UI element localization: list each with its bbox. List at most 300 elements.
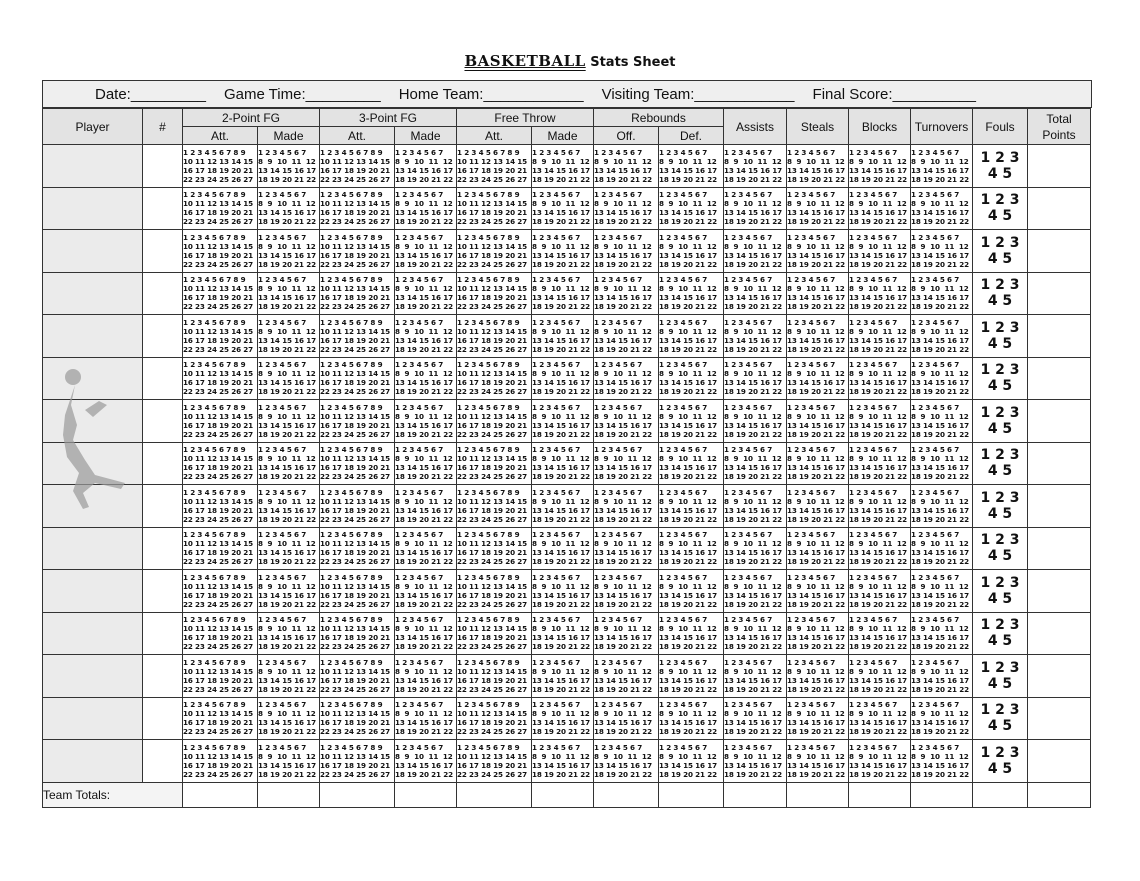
fouls-tally[interactable]: 1 2 3 4 5 — [973, 272, 1028, 315]
total-points-cell[interactable] — [1028, 485, 1091, 528]
rebounds-off-tally[interactable]: 1 2 3 4 5 6 7 8 9 10 11 12 13 14 15 16 17 18 19 20 21 22 — [594, 612, 659, 655]
steals-tally[interactable]: 1 2 3 4 5 6 7 8 9 10 11 12 13 14 15 16 17 18 19 20 21 22 — [787, 357, 849, 400]
player-name-cell[interactable] — [43, 612, 143, 655]
three-point-att-tally[interactable]: 1 2 3 4 5 6 7 8 9 10 11 12 13 14 15 16 17 18 19 20 21 22 23 24 25 26 27 — [320, 485, 395, 528]
two-point-made-tally[interactable]: 1 2 3 4 5 6 7 8 9 10 11 12 13 14 15 16 17 18 19 20 21 22 — [258, 612, 320, 655]
free-throw-att-header: Att. — [457, 127, 532, 145]
assists-tally[interactable]: 1 2 3 4 5 6 7 8 9 10 11 12 13 14 15 16 17 18 19 20 21 22 — [724, 655, 787, 698]
free-throw-att-tally[interactable]: 1 2 3 4 5 6 7 8 9 10 11 12 13 14 15 16 17 18 19 20 21 22 23 24 25 26 27 — [457, 400, 532, 443]
blocks-tally[interactable]: 1 2 3 4 5 6 7 8 9 10 11 12 13 14 15 16 17 18 19 20 21 22 — [849, 315, 911, 358]
two-point-header: 2-Point FG — [183, 109, 320, 127]
fouls-tally[interactable]: 1 2 3 4 5 — [973, 187, 1028, 230]
free-throw-att-tally[interactable]: 1 2 3 4 5 6 7 8 9 10 11 12 13 14 15 16 17 18 19 20 21 22 23 24 25 26 27 — [457, 272, 532, 315]
player-number-cell[interactable] — [143, 315, 183, 358]
game-time-field[interactable]: Game Time:_________ — [223, 85, 381, 103]
title-stats-sheet: Stats Sheet — [590, 55, 676, 70]
three-point-made-tally[interactable]: 1 2 3 4 5 6 7 8 9 10 11 12 13 14 15 16 17 18 19 20 21 22 — [395, 485, 457, 528]
assists-tally[interactable]: 1 2 3 4 5 6 7 8 9 10 11 12 13 14 15 16 17 18 19 20 21 22 — [724, 357, 787, 400]
player-number-cell[interactable] — [143, 570, 183, 613]
blocks-tally[interactable]: 1 2 3 4 5 6 7 8 9 10 11 12 13 14 15 16 17 18 19 20 21 22 — [849, 230, 911, 273]
steals-tally[interactable]: 1 2 3 4 5 6 7 8 9 10 11 12 13 14 15 16 17 18 19 20 21 22 — [787, 527, 849, 570]
turnovers-tally[interactable]: 1 2 3 4 5 6 7 8 9 10 11 12 13 14 15 16 17 18 19 20 21 22 — [911, 527, 973, 570]
total-points-header: Total Points — [1028, 109, 1091, 145]
visiting-team-field[interactable]: Visiting Team:____________ — [601, 85, 795, 103]
rebounds-def-tally[interactable]: 1 2 3 4 5 6 7 8 9 10 11 12 13 14 15 16 17 18 19 20 21 22 — [659, 442, 724, 485]
blocks-tally[interactable]: 1 2 3 4 5 6 7 8 9 10 11 12 13 14 15 16 17 18 19 20 21 22 — [849, 570, 911, 613]
rebounds-off-tally[interactable]: 1 2 3 4 5 6 7 8 9 10 11 12 13 14 15 16 17 18 19 20 21 22 — [594, 272, 659, 315]
game-info-bar — [42, 80, 1092, 108]
player-row — [43, 697, 1091, 740]
turnovers-tally[interactable]: 1 2 3 4 5 6 7 8 9 10 11 12 13 14 15 16 17 18 19 20 21 22 — [911, 697, 973, 740]
player-number-cell[interactable] — [143, 740, 183, 783]
two-point-made-tally[interactable]: 1 2 3 4 5 6 7 8 9 10 11 12 13 14 15 16 17 18 19 20 21 22 — [258, 570, 320, 613]
three-point-att-tally[interactable]: 1 2 3 4 5 6 7 8 9 10 11 12 13 14 15 16 17 18 19 20 21 22 23 24 25 26 27 — [320, 527, 395, 570]
totals-cell[interactable] — [787, 782, 849, 807]
turnovers-tally[interactable]: 1 2 3 4 5 6 7 8 9 10 11 12 13 14 15 16 17 18 19 20 21 22 — [911, 442, 973, 485]
rebounds-def-tally[interactable]: 1 2 3 4 5 6 7 8 9 10 11 12 13 14 15 16 17 18 19 20 21 22 — [659, 612, 724, 655]
total-points-cell[interactable] — [1028, 400, 1091, 443]
two-point-att-tally[interactable]: 1 2 3 4 5 6 7 8 9 10 11 12 13 14 15 16 17 18 19 20 21 22 23 24 25 26 27 — [183, 740, 258, 783]
total-points-cell[interactable] — [1028, 145, 1091, 188]
three-point-att-tally[interactable]: 1 2 3 4 5 6 7 8 9 10 11 12 13 14 15 16 17 18 19 20 21 22 23 24 25 26 27 — [320, 740, 395, 783]
three-point-att-tally[interactable]: 1 2 3 4 5 6 7 8 9 10 11 12 13 14 15 16 17 18 19 20 21 22 23 24 25 26 27 — [320, 442, 395, 485]
assists-tally[interactable]: 1 2 3 4 5 6 7 8 9 10 11 12 13 14 15 16 17 18 19 20 21 22 — [724, 612, 787, 655]
rebounds-def-tally[interactable]: 1 2 3 4 5 6 7 8 9 10 11 12 13 14 15 16 17 18 19 20 21 22 — [659, 187, 724, 230]
steals-header: Steals — [787, 109, 849, 145]
player-name-cell[interactable] — [43, 400, 143, 443]
turnovers-tally[interactable]: 1 2 3 4 5 6 7 8 9 10 11 12 13 14 15 16 17 18 19 20 21 22 — [911, 315, 973, 358]
two-point-att-tally[interactable]: 1 2 3 4 5 6 7 8 9 10 11 12 13 14 15 16 17 18 19 20 21 22 23 24 25 26 27 — [183, 230, 258, 273]
two-point-att-tally[interactable]: 1 2 3 4 5 6 7 8 9 10 11 12 13 14 15 16 17 18 19 20 21 22 23 24 25 26 27 — [183, 697, 258, 740]
two-point-made-tally[interactable]: 1 2 3 4 5 6 7 8 9 10 11 12 13 14 15 16 17 18 19 20 21 22 — [258, 145, 320, 188]
player-row — [43, 612, 1091, 655]
player-row — [43, 570, 1091, 613]
turnovers-tally[interactable]: 1 2 3 4 5 6 7 8 9 10 11 12 13 14 15 16 17 18 19 20 21 22 — [911, 655, 973, 698]
three-point-made-tally[interactable]: 1 2 3 4 5 6 7 8 9 10 11 12 13 14 15 16 17 18 19 20 21 22 — [395, 145, 457, 188]
player-name-cell[interactable] — [43, 187, 143, 230]
two-point-made-tally[interactable]: 1 2 3 4 5 6 7 8 9 10 11 12 13 14 15 16 17 18 19 20 21 22 — [258, 655, 320, 698]
player-number-cell[interactable] — [143, 272, 183, 315]
blocks-tally[interactable]: 1 2 3 4 5 6 7 8 9 10 11 12 13 14 15 16 17 18 19 20 21 22 — [849, 740, 911, 783]
two-point-made-tally[interactable]: 1 2 3 4 5 6 7 8 9 10 11 12 13 14 15 16 17 18 19 20 21 22 — [258, 315, 320, 358]
rebounds-off-tally[interactable]: 1 2 3 4 5 6 7 8 9 10 11 12 13 14 15 16 17 18 19 20 21 22 — [594, 655, 659, 698]
rebounds-off-tally[interactable]: 1 2 3 4 5 6 7 8 9 10 11 12 13 14 15 16 17 18 19 20 21 22 — [594, 187, 659, 230]
three-point-made-tally[interactable]: 1 2 3 4 5 6 7 8 9 10 11 12 13 14 15 16 17 18 19 20 21 22 — [395, 400, 457, 443]
rebounds-off-tally[interactable]: 1 2 3 4 5 6 7 8 9 10 11 12 13 14 15 16 17 18 19 20 21 22 — [594, 740, 659, 783]
fouls-tally[interactable]: 1 2 3 4 5 — [973, 442, 1028, 485]
rebounds-def-tally[interactable]: 1 2 3 4 5 6 7 8 9 10 11 12 13 14 15 16 17 18 19 20 21 22 — [659, 400, 724, 443]
steals-tally[interactable]: 1 2 3 4 5 6 7 8 9 10 11 12 13 14 15 16 17 18 19 20 21 22 — [787, 740, 849, 783]
totals-cell[interactable] — [532, 782, 594, 807]
free-throw-made-tally[interactable]: 1 2 3 4 5 6 7 8 9 10 11 12 13 14 15 16 17 18 19 20 21 22 — [532, 570, 594, 613]
two-point-att-tally[interactable]: 1 2 3 4 5 6 7 8 9 10 11 12 13 14 15 16 17 18 19 20 21 22 23 24 25 26 27 — [183, 357, 258, 400]
fouls-tally[interactable]: 1 2 3 4 5 — [973, 527, 1028, 570]
two-point-att-tally[interactable]: 1 2 3 4 5 6 7 8 9 10 11 12 13 14 15 16 17 18 19 20 21 22 23 24 25 26 27 — [183, 612, 258, 655]
totals-cell[interactable] — [724, 782, 787, 807]
free-throw-made-tally[interactable]: 1 2 3 4 5 6 7 8 9 10 11 12 13 14 15 16 17 18 19 20 21 22 — [532, 400, 594, 443]
free-throw-made-tally[interactable]: 1 2 3 4 5 6 7 8 9 10 11 12 13 14 15 16 17 18 19 20 21 22 — [532, 230, 594, 273]
rebounds-def-tally[interactable]: 1 2 3 4 5 6 7 8 9 10 11 12 13 14 15 16 17 18 19 20 21 22 — [659, 740, 724, 783]
player-row — [43, 145, 1091, 188]
blocks-tally[interactable]: 1 2 3 4 5 6 7 8 9 10 11 12 13 14 15 16 17 18 19 20 21 22 — [849, 612, 911, 655]
player-number-cell[interactable] — [143, 612, 183, 655]
two-point-att-tally[interactable]: 1 2 3 4 5 6 7 8 9 10 11 12 13 14 15 16 17 18 19 20 21 22 23 24 25 26 27 — [183, 315, 258, 358]
assists-tally[interactable]: 1 2 3 4 5 6 7 8 9 10 11 12 13 14 15 16 17 18 19 20 21 22 — [724, 400, 787, 443]
blocks-tally[interactable]: 1 2 3 4 5 6 7 8 9 10 11 12 13 14 15 16 17 18 19 20 21 22 — [849, 145, 911, 188]
player-row — [43, 187, 1091, 230]
steals-tally[interactable]: 1 2 3 4 5 6 7 8 9 10 11 12 13 14 15 16 17 18 19 20 21 22 — [787, 315, 849, 358]
player-number-cell[interactable] — [143, 400, 183, 443]
two-point-att-tally[interactable]: 1 2 3 4 5 6 7 8 9 10 11 12 13 14 15 16 17 18 19 20 21 22 23 24 25 26 27 — [183, 272, 258, 315]
steals-tally[interactable]: 1 2 3 4 5 6 7 8 9 10 11 12 13 14 15 16 17 18 19 20 21 22 — [787, 655, 849, 698]
player-number-cell[interactable] — [143, 697, 183, 740]
free-throw-made-tally[interactable]: 1 2 3 4 5 6 7 8 9 10 11 12 13 14 15 16 17 18 19 20 21 22 — [532, 315, 594, 358]
rebounds-off-tally[interactable]: 1 2 3 4 5 6 7 8 9 10 11 12 13 14 15 16 17 18 19 20 21 22 — [594, 697, 659, 740]
totals-cell[interactable] — [911, 782, 973, 807]
rebounds-off-tally[interactable]: 1 2 3 4 5 6 7 8 9 10 11 12 13 14 15 16 17 18 19 20 21 22 — [594, 527, 659, 570]
three-point-att-tally[interactable]: 1 2 3 4 5 6 7 8 9 10 11 12 13 14 15 16 17 18 19 20 21 22 23 24 25 26 27 — [320, 315, 395, 358]
total-points-cell[interactable] — [1028, 357, 1091, 400]
rebounds-header: Rebounds — [594, 109, 724, 127]
sheet-title — [0, 52, 1140, 70]
total-points-cell[interactable] — [1028, 612, 1091, 655]
totals-cell[interactable] — [183, 782, 258, 807]
free-throw-made-header: Made — [532, 127, 594, 145]
turnovers-tally[interactable]: 1 2 3 4 5 6 7 8 9 10 11 12 13 14 15 16 17 18 19 20 21 22 — [911, 145, 973, 188]
player-header: Player — [43, 109, 143, 145]
player-number-cell[interactable] — [143, 145, 183, 188]
turnovers-tally[interactable]: 1 2 3 4 5 6 7 8 9 10 11 12 13 14 15 16 17 18 19 20 21 22 — [911, 357, 973, 400]
three-point-made-tally[interactable]: 1 2 3 4 5 6 7 8 9 10 11 12 13 14 15 16 17 18 19 20 21 22 — [395, 315, 457, 358]
title-basketball: BASKETBALL — [464, 52, 586, 70]
player-name-cell[interactable] — [43, 145, 143, 188]
totals-cell[interactable] — [659, 782, 724, 807]
three-point-made-tally[interactable]: 1 2 3 4 5 6 7 8 9 10 11 12 13 14 15 16 17 18 19 20 21 22 — [395, 230, 457, 273]
player-row — [43, 315, 1091, 358]
total-points-cell[interactable] — [1028, 230, 1091, 273]
fouls-tally[interactable]: 1 2 3 4 5 — [973, 655, 1028, 698]
two-point-made-tally[interactable]: 1 2 3 4 5 6 7 8 9 10 11 12 13 14 15 16 17 18 19 20 21 22 — [258, 527, 320, 570]
free-throw-att-tally[interactable]: 1 2 3 4 5 6 7 8 9 10 11 12 13 14 15 16 17 18 19 20 21 22 23 24 25 26 27 — [457, 697, 532, 740]
fouls-tally[interactable]: 1 2 3 4 5 — [973, 570, 1028, 613]
steals-tally[interactable]: 1 2 3 4 5 6 7 8 9 10 11 12 13 14 15 16 17 18 19 20 21 22 — [787, 485, 849, 528]
three-point-att-tally[interactable]: 1 2 3 4 5 6 7 8 9 10 11 12 13 14 15 16 17 18 19 20 21 22 23 24 25 26 27 — [320, 612, 395, 655]
rebounds-def-tally[interactable]: 1 2 3 4 5 6 7 8 9 10 11 12 13 14 15 16 17 18 19 20 21 22 — [659, 697, 724, 740]
player-name-cell[interactable] — [43, 272, 143, 315]
two-point-att-header: Att. — [183, 127, 258, 145]
rebounds-off-tally[interactable]: 1 2 3 4 5 6 7 8 9 10 11 12 13 14 15 16 17 18 19 20 21 22 — [594, 357, 659, 400]
two-point-att-tally[interactable]: 1 2 3 4 5 6 7 8 9 10 11 12 13 14 15 16 17 18 19 20 21 22 23 24 25 26 27 — [183, 527, 258, 570]
two-point-made-tally[interactable]: 1 2 3 4 5 6 7 8 9 10 11 12 13 14 15 16 17 18 19 20 21 22 — [258, 400, 320, 443]
fouls-tally[interactable]: 1 2 3 4 5 — [973, 357, 1028, 400]
turnovers-tally[interactable]: 1 2 3 4 5 6 7 8 9 10 11 12 13 14 15 16 17 18 19 20 21 22 — [911, 570, 973, 613]
free-throw-made-tally[interactable]: 1 2 3 4 5 6 7 8 9 10 11 12 13 14 15 16 17 18 19 20 21 22 — [532, 655, 594, 698]
assists-tally[interactable]: 1 2 3 4 5 6 7 8 9 10 11 12 13 14 15 16 17 18 19 20 21 22 — [724, 230, 787, 273]
totals-cell[interactable] — [395, 782, 457, 807]
team-totals-label: Team Totals: — [43, 782, 183, 807]
fouls-tally[interactable]: 1 2 3 4 5 — [973, 612, 1028, 655]
steals-tally[interactable]: 1 2 3 4 5 6 7 8 9 10 11 12 13 14 15 16 17 18 19 20 21 22 — [787, 272, 849, 315]
blocks-tally[interactable]: 1 2 3 4 5 6 7 8 9 10 11 12 13 14 15 16 17 18 19 20 21 22 — [849, 442, 911, 485]
rebounds-def-tally[interactable]: 1 2 3 4 5 6 7 8 9 10 11 12 13 14 15 16 17 18 19 20 21 22 — [659, 485, 724, 528]
player-number-cell[interactable] — [143, 442, 183, 485]
totals-cell[interactable] — [320, 782, 395, 807]
rebounds-def-tally[interactable]: 1 2 3 4 5 6 7 8 9 10 11 12 13 14 15 16 17 18 19 20 21 22 — [659, 527, 724, 570]
three-point-made-tally[interactable]: 1 2 3 4 5 6 7 8 9 10 11 12 13 14 15 16 17 18 19 20 21 22 — [395, 740, 457, 783]
three-point-att-tally[interactable]: 1 2 3 4 5 6 7 8 9 10 11 12 13 14 15 16 17 18 19 20 21 22 23 24 25 26 27 — [320, 400, 395, 443]
player-number-cell[interactable] — [143, 187, 183, 230]
assists-tally[interactable]: 1 2 3 4 5 6 7 8 9 10 11 12 13 14 15 16 17 18 19 20 21 22 — [724, 740, 787, 783]
turnovers-tally[interactable]: 1 2 3 4 5 6 7 8 9 10 11 12 13 14 15 16 17 18 19 20 21 22 — [911, 740, 973, 783]
player-name-cell[interactable] — [43, 697, 143, 740]
two-point-att-tally[interactable]: 1 2 3 4 5 6 7 8 9 10 11 12 13 14 15 16 17 18 19 20 21 22 23 24 25 26 27 — [183, 400, 258, 443]
two-point-made-tally[interactable]: 1 2 3 4 5 6 7 8 9 10 11 12 13 14 15 16 17 18 19 20 21 22 — [258, 272, 320, 315]
assists-tally[interactable]: 1 2 3 4 5 6 7 8 9 10 11 12 13 14 15 16 17 18 19 20 21 22 — [724, 145, 787, 188]
player-name-cell[interactable] — [43, 230, 143, 273]
two-point-att-tally[interactable]: 1 2 3 4 5 6 7 8 9 10 11 12 13 14 15 16 17 18 19 20 21 22 23 24 25 26 27 — [183, 145, 258, 188]
fouls-tally[interactable]: 1 2 3 4 5 — [973, 145, 1028, 188]
assists-tally[interactable]: 1 2 3 4 5 6 7 8 9 10 11 12 13 14 15 16 17 18 19 20 21 22 — [724, 272, 787, 315]
three-point-att-tally[interactable]: 1 2 3 4 5 6 7 8 9 10 11 12 13 14 15 16 17 18 19 20 21 22 23 24 25 26 27 — [320, 145, 395, 188]
three-point-att-tally[interactable]: 1 2 3 4 5 6 7 8 9 10 11 12 13 14 15 16 17 18 19 20 21 22 23 24 25 26 27 — [320, 697, 395, 740]
player-row — [43, 655, 1091, 698]
rebounds-off-tally[interactable]: 1 2 3 4 5 6 7 8 9 10 11 12 13 14 15 16 17 18 19 20 21 22 — [594, 145, 659, 188]
assists-tally[interactable]: 1 2 3 4 5 6 7 8 9 10 11 12 13 14 15 16 17 18 19 20 21 22 — [724, 442, 787, 485]
assists-tally[interactable]: 1 2 3 4 5 6 7 8 9 10 11 12 13 14 15 16 17 18 19 20 21 22 — [724, 570, 787, 613]
fouls-tally[interactable]: 1 2 3 4 5 — [973, 315, 1028, 358]
rebounds-def-tally[interactable]: 1 2 3 4 5 6 7 8 9 10 11 12 13 14 15 16 17 18 19 20 21 22 — [659, 655, 724, 698]
two-point-made-tally[interactable]: 1 2 3 4 5 6 7 8 9 10 11 12 13 14 15 16 17 18 19 20 21 22 — [258, 442, 320, 485]
free-throw-made-tally[interactable]: 1 2 3 4 5 6 7 8 9 10 11 12 13 14 15 16 17 18 19 20 21 22 — [532, 442, 594, 485]
rebounds-def-tally[interactable]: 1 2 3 4 5 6 7 8 9 10 11 12 13 14 15 16 17 18 19 20 21 22 — [659, 315, 724, 358]
blocks-tally[interactable]: 1 2 3 4 5 6 7 8 9 10 11 12 13 14 15 16 17 18 19 20 21 22 — [849, 655, 911, 698]
player-number-cell[interactable] — [143, 357, 183, 400]
two-point-made-tally[interactable]: 1 2 3 4 5 6 7 8 9 10 11 12 13 14 15 16 17 18 19 20 21 22 — [258, 187, 320, 230]
rebounds-off-tally[interactable]: 1 2 3 4 5 6 7 8 9 10 11 12 13 14 15 16 17 18 19 20 21 22 — [594, 315, 659, 358]
free-throw-att-tally[interactable]: 1 2 3 4 5 6 7 8 9 10 11 12 13 14 15 16 17 18 19 20 21 22 23 24 25 26 27 — [457, 612, 532, 655]
totals-cell[interactable] — [457, 782, 532, 807]
three-point-made-tally[interactable]: 1 2 3 4 5 6 7 8 9 10 11 12 13 14 15 16 17 18 19 20 21 22 — [395, 357, 457, 400]
free-throw-made-tally[interactable]: 1 2 3 4 5 6 7 8 9 10 11 12 13 14 15 16 17 18 19 20 21 22 — [532, 485, 594, 528]
blocks-tally[interactable]: 1 2 3 4 5 6 7 8 9 10 11 12 13 14 15 16 17 18 19 20 21 22 — [849, 527, 911, 570]
turnovers-tally[interactable]: 1 2 3 4 5 6 7 8 9 10 11 12 13 14 15 16 17 18 19 20 21 22 — [911, 612, 973, 655]
turnovers-header: Turnovers — [911, 109, 973, 145]
three-point-made-tally[interactable]: 1 2 3 4 5 6 7 8 9 10 11 12 13 14 15 16 17 18 19 20 21 22 — [395, 187, 457, 230]
two-point-att-tally[interactable]: 1 2 3 4 5 6 7 8 9 10 11 12 13 14 15 16 17 18 19 20 21 22 23 24 25 26 27 — [183, 442, 258, 485]
three-point-made-tally[interactable]: 1 2 3 4 5 6 7 8 9 10 11 12 13 14 15 16 17 18 19 20 21 22 — [395, 527, 457, 570]
turnovers-tally[interactable]: 1 2 3 4 5 6 7 8 9 10 11 12 13 14 15 16 17 18 19 20 21 22 — [911, 187, 973, 230]
steals-tally[interactable]: 1 2 3 4 5 6 7 8 9 10 11 12 13 14 15 16 17 18 19 20 21 22 — [787, 442, 849, 485]
free-throw-att-tally[interactable]: 1 2 3 4 5 6 7 8 9 10 11 12 13 14 15 16 17 18 19 20 21 22 23 24 25 26 27 — [457, 187, 532, 230]
blocks-tally[interactable]: 1 2 3 4 5 6 7 8 9 10 11 12 13 14 15 16 17 18 19 20 21 22 — [849, 697, 911, 740]
free-throw-made-tally[interactable]: 1 2 3 4 5 6 7 8 9 10 11 12 13 14 15 16 17 18 19 20 21 22 — [532, 187, 594, 230]
blocks-tally[interactable]: 1 2 3 4 5 6 7 8 9 10 11 12 13 14 15 16 17 18 19 20 21 22 — [849, 357, 911, 400]
three-point-att-header: Att. — [320, 127, 395, 145]
free-throw-made-tally[interactable]: 1 2 3 4 5 6 7 8 9 10 11 12 13 14 15 16 17 18 19 20 21 22 — [532, 612, 594, 655]
totals-cell[interactable] — [1028, 782, 1091, 807]
free-throw-header: Free Throw — [457, 109, 594, 127]
fouls-tally[interactable]: 1 2 3 4 5 — [973, 230, 1028, 273]
free-throw-made-tally[interactable]: 1 2 3 4 5 6 7 8 9 10 11 12 13 14 15 16 17 18 19 20 21 22 — [532, 697, 594, 740]
player-name-cell[interactable] — [43, 740, 143, 783]
total-points-cell[interactable] — [1028, 315, 1091, 358]
free-throw-made-tally[interactable]: 1 2 3 4 5 6 7 8 9 10 11 12 13 14 15 16 17 18 19 20 21 22 — [532, 357, 594, 400]
player-name-cell[interactable] — [43, 527, 143, 570]
free-throw-made-tally[interactable]: 1 2 3 4 5 6 7 8 9 10 11 12 13 14 15 16 17 18 19 20 21 22 — [532, 740, 594, 783]
blocks-tally[interactable]: 1 2 3 4 5 6 7 8 9 10 11 12 13 14 15 16 17 18 19 20 21 22 — [849, 400, 911, 443]
free-throw-att-tally[interactable]: 1 2 3 4 5 6 7 8 9 10 11 12 13 14 15 16 17 18 19 20 21 22 23 24 25 26 27 — [457, 527, 532, 570]
totals-cell[interactable] — [849, 782, 911, 807]
three-point-header: 3-Point FG — [320, 109, 457, 127]
three-point-made-tally[interactable]: 1 2 3 4 5 6 7 8 9 10 11 12 13 14 15 16 17 18 19 20 21 22 — [395, 570, 457, 613]
rebounds-def-tally[interactable]: 1 2 3 4 5 6 7 8 9 10 11 12 13 14 15 16 17 18 19 20 21 22 — [659, 230, 724, 273]
player-row — [43, 740, 1091, 783]
three-point-att-tally[interactable]: 1 2 3 4 5 6 7 8 9 10 11 12 13 14 15 16 17 18 19 20 21 22 23 24 25 26 27 — [320, 272, 395, 315]
date-field[interactable]: Date:_________ — [95, 85, 206, 103]
home-team-field[interactable]: Home Team:____________ — [398, 85, 584, 103]
blocks-tally[interactable]: 1 2 3 4 5 6 7 8 9 10 11 12 13 14 15 16 17 18 19 20 21 22 — [849, 187, 911, 230]
blocks-header: Blocks — [849, 109, 911, 145]
turnovers-tally[interactable]: 1 2 3 4 5 6 7 8 9 10 11 12 13 14 15 16 17 18 19 20 21 22 — [911, 400, 973, 443]
steals-tally[interactable]: 1 2 3 4 5 6 7 8 9 10 11 12 13 14 15 16 17 18 19 20 21 22 — [787, 612, 849, 655]
turnovers-tally[interactable]: 1 2 3 4 5 6 7 8 9 10 11 12 13 14 15 16 17 18 19 20 21 22 — [911, 230, 973, 273]
rebounds-def-tally[interactable]: 1 2 3 4 5 6 7 8 9 10 11 12 13 14 15 16 17 18 19 20 21 22 — [659, 570, 724, 613]
rebounds-off-tally[interactable]: 1 2 3 4 5 6 7 8 9 10 11 12 13 14 15 16 17 18 19 20 21 22 — [594, 570, 659, 613]
player-name-cell[interactable] — [43, 442, 143, 485]
three-point-made-tally[interactable]: 1 2 3 4 5 6 7 8 9 10 11 12 13 14 15 16 17 18 19 20 21 22 — [395, 442, 457, 485]
total-points-cell[interactable] — [1028, 740, 1091, 783]
two-point-att-tally[interactable]: 1 2 3 4 5 6 7 8 9 10 11 12 13 14 15 16 17 18 19 20 21 22 23 24 25 26 27 — [183, 570, 258, 613]
rebounds-def-tally[interactable]: 1 2 3 4 5 6 7 8 9 10 11 12 13 14 15 16 17 18 19 20 21 22 — [659, 272, 724, 315]
player-name-cell[interactable] — [43, 655, 143, 698]
free-throw-att-tally[interactable]: 1 2 3 4 5 6 7 8 9 10 11 12 13 14 15 16 17 18 19 20 21 22 23 24 25 26 27 — [457, 655, 532, 698]
steals-tally[interactable]: 1 2 3 4 5 6 7 8 9 10 11 12 13 14 15 16 17 18 19 20 21 22 — [787, 570, 849, 613]
rebounds-def-tally[interactable]: 1 2 3 4 5 6 7 8 9 10 11 12 13 14 15 16 17 18 19 20 21 22 — [659, 145, 724, 188]
three-point-made-header: Made — [395, 127, 457, 145]
free-throw-made-tally[interactable]: 1 2 3 4 5 6 7 8 9 10 11 12 13 14 15 16 17 18 19 20 21 22 — [532, 272, 594, 315]
player-number-cell[interactable] — [143, 655, 183, 698]
free-throw-made-tally[interactable]: 1 2 3 4 5 6 7 8 9 10 11 12 13 14 15 16 17 18 19 20 21 22 — [532, 527, 594, 570]
blocks-tally[interactable]: 1 2 3 4 5 6 7 8 9 10 11 12 13 14 15 16 17 18 19 20 21 22 — [849, 485, 911, 528]
three-point-att-tally[interactable]: 1 2 3 4 5 6 7 8 9 10 11 12 13 14 15 16 17 18 19 20 21 22 23 24 25 26 27 — [320, 230, 395, 273]
steals-tally[interactable]: 1 2 3 4 5 6 7 8 9 10 11 12 13 14 15 16 17 18 19 20 21 22 — [787, 187, 849, 230]
steals-tally[interactable]: 1 2 3 4 5 6 7 8 9 10 11 12 13 14 15 16 17 18 19 20 21 22 — [787, 400, 849, 443]
final-score-field[interactable]: Final Score:__________ — [812, 85, 976, 103]
free-throw-att-tally[interactable]: 1 2 3 4 5 6 7 8 9 10 11 12 13 14 15 16 17 18 19 20 21 22 23 24 25 26 27 — [457, 570, 532, 613]
player-row — [43, 357, 1091, 400]
three-point-made-tally[interactable]: 1 2 3 4 5 6 7 8 9 10 11 12 13 14 15 16 17 18 19 20 21 22 — [395, 697, 457, 740]
steals-tally[interactable]: 1 2 3 4 5 6 7 8 9 10 11 12 13 14 15 16 17 18 19 20 21 22 — [787, 230, 849, 273]
free-throw-att-tally[interactable]: 1 2 3 4 5 6 7 8 9 10 11 12 13 14 15 16 17 18 19 20 21 22 23 24 25 26 27 — [457, 442, 532, 485]
player-name-cell[interactable] — [43, 570, 143, 613]
player-number-cell[interactable] — [143, 485, 183, 528]
free-throw-att-tally[interactable]: 1 2 3 4 5 6 7 8 9 10 11 12 13 14 15 16 17 18 19 20 21 22 23 24 25 26 27 — [457, 357, 532, 400]
totals-cell[interactable] — [973, 782, 1028, 807]
steals-tally[interactable]: 1 2 3 4 5 6 7 8 9 10 11 12 13 14 15 16 17 18 19 20 21 22 — [787, 145, 849, 188]
turnovers-tally[interactable]: 1 2 3 4 5 6 7 8 9 10 11 12 13 14 15 16 17 18 19 20 21 22 — [911, 485, 973, 528]
two-point-att-tally[interactable]: 1 2 3 4 5 6 7 8 9 10 11 12 13 14 15 16 17 18 19 20 21 22 23 24 25 26 27 — [183, 655, 258, 698]
player-rows — [43, 145, 1091, 783]
blocks-tally[interactable]: 1 2 3 4 5 6 7 8 9 10 11 12 13 14 15 16 17 18 19 20 21 22 — [849, 272, 911, 315]
player-row — [43, 485, 1091, 528]
player-name-cell[interactable] — [43, 485, 143, 528]
rebounds-def-header: Def. — [659, 127, 724, 145]
rebounds-off-tally[interactable]: 1 2 3 4 5 6 7 8 9 10 11 12 13 14 15 16 17 18 19 20 21 22 — [594, 230, 659, 273]
assists-tally[interactable]: 1 2 3 4 5 6 7 8 9 10 11 12 13 14 15 16 17 18 19 20 21 22 — [724, 315, 787, 358]
three-point-att-tally[interactable]: 1 2 3 4 5 6 7 8 9 10 11 12 13 14 15 16 17 18 19 20 21 22 23 24 25 26 27 — [320, 655, 395, 698]
free-throw-att-tally[interactable]: 1 2 3 4 5 6 7 8 9 10 11 12 13 14 15 16 17 18 19 20 21 22 23 24 25 26 27 — [457, 315, 532, 358]
total-points-cell[interactable] — [1028, 272, 1091, 315]
three-point-att-tally[interactable]: 1 2 3 4 5 6 7 8 9 10 11 12 13 14 15 16 17 18 19 20 21 22 23 24 25 26 27 — [320, 357, 395, 400]
turnovers-tally[interactable]: 1 2 3 4 5 6 7 8 9 10 11 12 13 14 15 16 17 18 19 20 21 22 — [911, 272, 973, 315]
two-point-made-tally[interactable]: 1 2 3 4 5 6 7 8 9 10 11 12 13 14 15 16 17 18 19 20 21 22 — [258, 740, 320, 783]
free-throw-att-tally[interactable]: 1 2 3 4 5 6 7 8 9 10 11 12 13 14 15 16 17 18 19 20 21 22 23 24 25 26 27 — [457, 145, 532, 188]
player-row — [43, 527, 1091, 570]
two-point-made-header: Made — [258, 127, 320, 145]
free-throw-att-tally[interactable]: 1 2 3 4 5 6 7 8 9 10 11 12 13 14 15 16 17 18 19 20 21 22 23 24 25 26 27 — [457, 485, 532, 528]
two-point-made-tally[interactable]: 1 2 3 4 5 6 7 8 9 10 11 12 13 14 15 16 17 18 19 20 21 22 — [258, 697, 320, 740]
player-row — [43, 400, 1091, 443]
two-point-made-tally[interactable]: 1 2 3 4 5 6 7 8 9 10 11 12 13 14 15 16 17 18 19 20 21 22 — [258, 357, 320, 400]
rebounds-off-tally[interactable]: 1 2 3 4 5 6 7 8 9 10 11 12 13 14 15 16 17 18 19 20 21 22 — [594, 400, 659, 443]
totals-cell[interactable] — [594, 782, 659, 807]
three-point-made-tally[interactable]: 1 2 3 4 5 6 7 8 9 10 11 12 13 14 15 16 17 18 19 20 21 22 — [395, 272, 457, 315]
total-points-cell[interactable] — [1028, 655, 1091, 698]
team-totals-row — [43, 782, 1091, 807]
rebounds-off-tally[interactable]: 1 2 3 4 5 6 7 8 9 10 11 12 13 14 15 16 17 18 19 20 21 22 — [594, 442, 659, 485]
fouls-tally[interactable]: 1 2 3 4 5 — [973, 485, 1028, 528]
two-point-made-tally[interactable]: 1 2 3 4 5 6 7 8 9 10 11 12 13 14 15 16 17 18 19 20 21 22 — [258, 485, 320, 528]
three-point-att-tally[interactable]: 1 2 3 4 5 6 7 8 9 10 11 12 13 14 15 16 17 18 19 20 21 22 23 24 25 26 27 — [320, 187, 395, 230]
free-throw-made-tally[interactable]: 1 2 3 4 5 6 7 8 9 10 11 12 13 14 15 16 17 18 19 20 21 22 — [532, 145, 594, 188]
free-throw-att-tally[interactable]: 1 2 3 4 5 6 7 8 9 10 11 12 13 14 15 16 17 18 19 20 21 22 23 24 25 26 27 — [457, 230, 532, 273]
fouls-tally[interactable]: 1 2 3 4 5 — [973, 697, 1028, 740]
rebounds-off-tally[interactable]: 1 2 3 4 5 6 7 8 9 10 11 12 13 14 15 16 17 18 19 20 21 22 — [594, 485, 659, 528]
assists-tally[interactable]: 1 2 3 4 5 6 7 8 9 10 11 12 13 14 15 16 17 18 19 20 21 22 — [724, 697, 787, 740]
total-points-cell[interactable] — [1028, 697, 1091, 740]
two-point-made-tally[interactable]: 1 2 3 4 5 6 7 8 9 10 11 12 13 14 15 16 17 18 19 20 21 22 — [258, 230, 320, 273]
player-row — [43, 272, 1091, 315]
assists-tally[interactable]: 1 2 3 4 5 6 7 8 9 10 11 12 13 14 15 16 17 18 19 20 21 22 — [724, 187, 787, 230]
player-name-cell[interactable] — [43, 315, 143, 358]
player-number-cell[interactable] — [143, 527, 183, 570]
totals-cell[interactable] — [258, 782, 320, 807]
assists-header: Assists — [724, 109, 787, 145]
total-points-cell[interactable] — [1028, 442, 1091, 485]
free-throw-att-tally[interactable]: 1 2 3 4 5 6 7 8 9 10 11 12 13 14 15 16 17 18 19 20 21 22 23 24 25 26 27 — [457, 740, 532, 783]
fouls-header: Fouls — [973, 109, 1028, 145]
assists-tally[interactable]: 1 2 3 4 5 6 7 8 9 10 11 12 13 14 15 16 17 18 19 20 21 22 — [724, 485, 787, 528]
three-point-made-tally[interactable]: 1 2 3 4 5 6 7 8 9 10 11 12 13 14 15 16 17 18 19 20 21 22 — [395, 612, 457, 655]
two-point-att-tally[interactable]: 1 2 3 4 5 6 7 8 9 10 11 12 13 14 15 16 17 18 19 20 21 22 23 24 25 26 27 — [183, 485, 258, 528]
player-number-cell[interactable] — [143, 230, 183, 273]
fouls-tally[interactable]: 1 2 3 4 5 — [973, 400, 1028, 443]
player-row — [43, 230, 1091, 273]
rebounds-def-tally[interactable]: 1 2 3 4 5 6 7 8 9 10 11 12 13 14 15 16 17 18 19 20 21 22 — [659, 357, 724, 400]
three-point-made-tally[interactable]: 1 2 3 4 5 6 7 8 9 10 11 12 13 14 15 16 17 18 19 20 21 22 — [395, 655, 457, 698]
total-points-cell[interactable] — [1028, 570, 1091, 613]
player-row — [43, 442, 1091, 485]
stats-table — [42, 108, 1091, 808]
player-name-cell[interactable] — [43, 357, 143, 400]
total-points-cell[interactable] — [1028, 187, 1091, 230]
steals-tally[interactable]: 1 2 3 4 5 6 7 8 9 10 11 12 13 14 15 16 17 18 19 20 21 22 — [787, 697, 849, 740]
three-point-att-tally[interactable]: 1 2 3 4 5 6 7 8 9 10 11 12 13 14 15 16 17 18 19 20 21 22 23 24 25 26 27 — [320, 570, 395, 613]
fouls-tally[interactable]: 1 2 3 4 5 — [973, 740, 1028, 783]
assists-tally[interactable]: 1 2 3 4 5 6 7 8 9 10 11 12 13 14 15 16 17 18 19 20 21 22 — [724, 527, 787, 570]
two-point-att-tally[interactable]: 1 2 3 4 5 6 7 8 9 10 11 12 13 14 15 16 17 18 19 20 21 22 23 24 25 26 27 — [183, 187, 258, 230]
total-points-cell[interactable] — [1028, 527, 1091, 570]
